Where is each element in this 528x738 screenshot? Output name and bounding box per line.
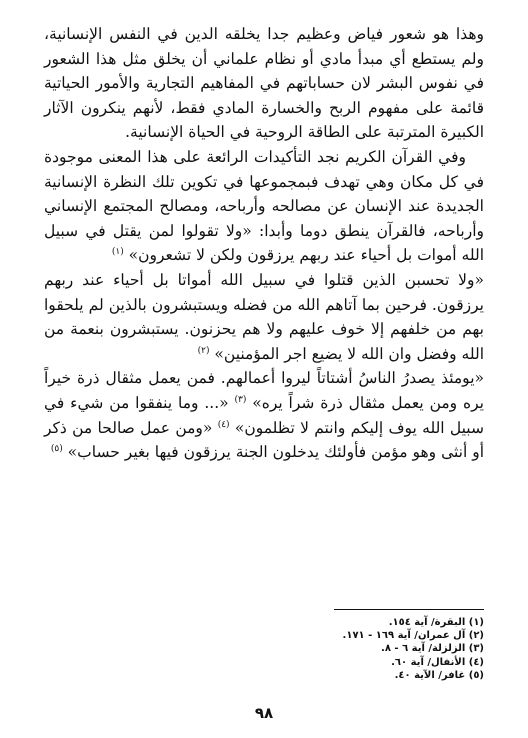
footnote-reference: (١): [111, 247, 124, 258]
footnote: (٢) آل عمران/ آية ١٦٩ - ١٧١.: [342, 630, 484, 642]
footnote: (١) البقرة/ آية ١٥٤.: [388, 617, 484, 628]
paragraph: [44, 145, 484, 268]
paragraph: [44, 268, 484, 366]
footnote-reference: (٤): [217, 419, 230, 430]
footnote-reference: (٣): [234, 394, 247, 405]
paragraph-text: «ولا تحسبن الذين قتلوا في سبيل الله أمواتا بل أحياء عند ربهم يرزقون. فرحين بما آتاهم الله من فضله ويستبشرون بالذين لم يلحقوا بهم من خلفهم إلا خوف عليهم ولا هم يحزنون. يستبشرون بنعمة من الله وفضل وان الله لا يضيع اجر المؤمنين»: [44, 270, 484, 363]
paragraph-text: «... وما ينفقوا من شيء في سبيل الله يوف إليكم وانتم لا تظلمون»: [44, 393, 484, 437]
paragraph-text: «ومن عمل صالحا من ذكر أو أنثى وهو مؤمن فأولئك يدخلون الجنة يرزقون فيها بغير حساب»: [44, 418, 484, 462]
page-number: ٩٨: [254, 704, 274, 722]
footnote: (٤) الأنفال/ آية ٦٠.: [391, 656, 484, 668]
footnotes: [184, 616, 484, 682]
paragraph-text: «يومئذ يصدرُ الناسُ أشتاتاً ليروا أعمالهم. فمن يعمل مثقال ذرة خيراً يره ومن يعمل مثقال ذرة شراً يره»: [44, 369, 484, 412]
paragraph-text: وهذا هو شعور فياض وعظيم جدا يخلقه الدين في النفس الإنسانية، ولم يستطع أي مبدأ مادي أو نظام علماني أن يخلق مثل هذا الشعور في نفوس البشر لان حساباتهم في المفاهيم التجارية والأمور الحياتية قائمة على مفهوم الربح والخسارة المادي فقط، لأنهم ينكرون الآثار الكبيرة المترتبة على الطاقة الروحية في الحياة الإنسانية.: [44, 25, 484, 142]
footnote: (٣) الزلزلة/ آية ٦ - ٨.: [381, 643, 484, 655]
footnote: (٥) غافر/ الآية ٤٠.: [394, 669, 484, 681]
footnote-reference: (٥): [50, 443, 63, 454]
page-body: [44, 22, 484, 465]
footnote-reference: (٢): [197, 345, 210, 356]
paragraph: [44, 366, 484, 464]
paragraph-text: وفي القرآن الكريم نجد التأكيدات الرائعة على هذا المعنى موجودة في كل مكان وهي تهدف فبمجموعها في تكوين تلك النظرة الإنسانية الجديدة عند الإنسان عن مصالحه وأرباحه، ومصالح المجتمع الإنساني وأرباحه، فالقرآن ينطق دوما وأبدا: «ولا تقولوا لمن يقتل في سبيل الله أموات بل أحياء عند ربهم يرزقون ولكن لا تشعرون»: [44, 147, 484, 265]
paragraph: [44, 22, 484, 145]
footnote-separator: [334, 609, 484, 610]
